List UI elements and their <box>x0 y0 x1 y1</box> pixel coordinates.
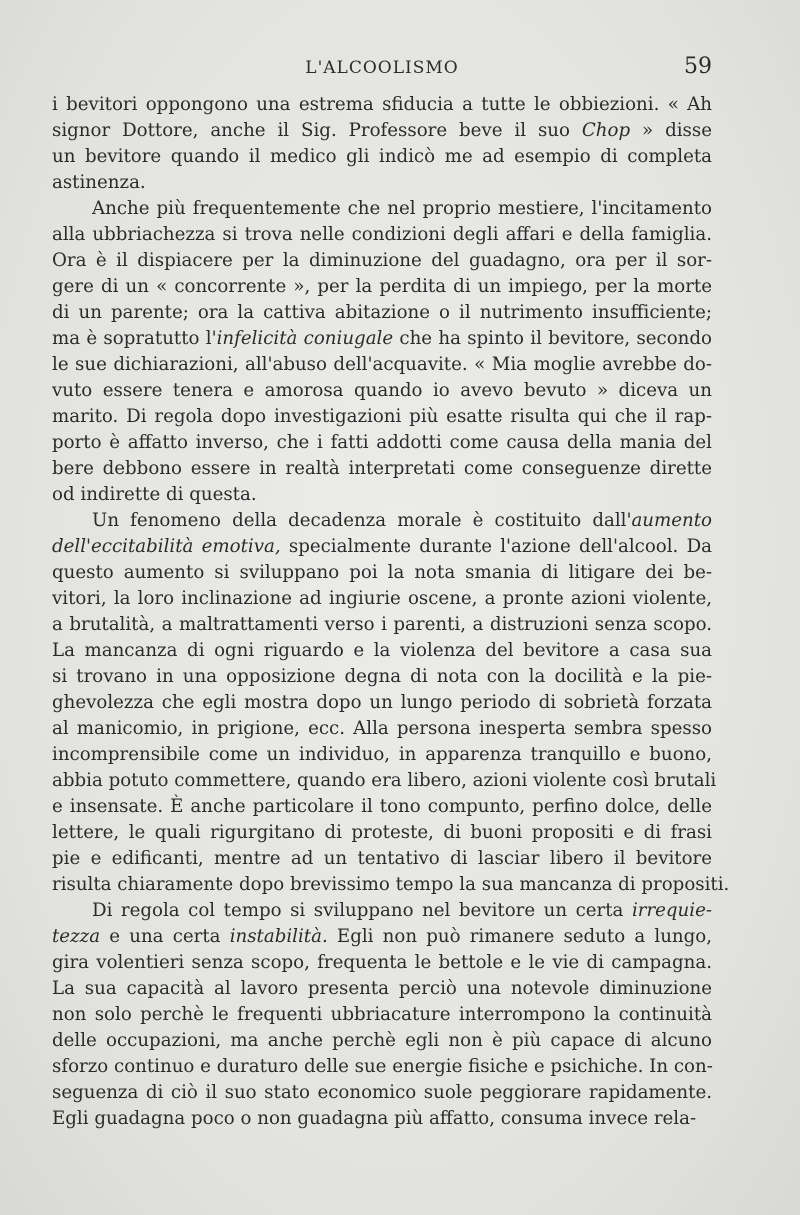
text-line <box>52 950 712 976</box>
text-line <box>52 404 712 430</box>
italic-text: aumento <box>631 510 712 531</box>
text-line <box>52 274 712 300</box>
text-run: i bevitori oppongono una estrema sfiducia a tutte le obbiezioni. « Ah <box>52 94 712 115</box>
text-line <box>52 378 712 404</box>
text-line <box>52 1028 712 1054</box>
text-line <box>52 196 712 222</box>
text-line <box>52 248 712 274</box>
text-line <box>52 768 717 794</box>
text-line <box>52 1106 712 1132</box>
text-run: Un fenomeno della decadenza morale è costituito dall' <box>92 510 632 531</box>
text-run: questo aumento si sviluppano poi la nota smania di litigare dei be- <box>52 562 712 583</box>
text-run: specialmente durante l'azione dell'alcool. Da <box>280 536 713 557</box>
text-run: e insensate. È anche particolare il tono compunto, perfino dolce, delle <box>52 796 712 817</box>
text-line <box>52 1054 712 1080</box>
text-run: al manicomio, in prigione, ecc. Alla persona inesperta sembra spesso <box>52 718 712 739</box>
body-text <box>52 92 730 1132</box>
text-line <box>52 872 730 898</box>
text-run: Egli non può rimanere seduto a lungo, <box>327 926 712 947</box>
text-line <box>52 430 712 456</box>
text-run: un bevitore quando il medico gli indicò me ad esempio di completa <box>52 146 712 167</box>
text-run: seguenza di ciò il suo stato economico suole peggiorare rapidamente. <box>52 1082 712 1103</box>
text-line <box>52 118 712 144</box>
italic-text: irrequie- <box>631 900 712 921</box>
text-run: marito. Di regola dopo investigazioni più esatte risulta qui che il rap- <box>52 406 712 427</box>
text-line <box>52 794 712 820</box>
text-run: astinenza. <box>52 172 146 193</box>
text-run: Anche più frequentemente che nel proprio mestiere, l'incitamento <box>92 198 712 219</box>
text-run: od indirette di questa. <box>52 484 257 505</box>
text-run: delle occupazioni, ma anche perchè egli non è più capace di alcuno <box>52 1030 712 1051</box>
text-line <box>52 1002 712 1028</box>
italic-text: instabilità. <box>229 926 328 947</box>
text-line <box>52 482 712 508</box>
text-line <box>52 716 712 742</box>
text-run: gere di un « concorrente », per la perdita di un impiego, per la morte <box>52 276 712 297</box>
text-line <box>52 898 712 924</box>
text-run: La sua capacità al lavoro presenta perciò una notevole diminuzione <box>52 978 712 999</box>
text-line <box>52 976 712 1002</box>
text-run: » disse <box>630 120 712 141</box>
paragraph <box>52 898 712 1132</box>
text-line <box>52 1080 712 1106</box>
text-line <box>52 352 712 378</box>
text-line <box>52 664 712 690</box>
text-run: incomprensibile come un individuo, in apparenza tranquillo e buono, <box>52 744 712 765</box>
text-run: lettere, le quali rigurgitano di proteste, di buoni propositi e di frasi <box>52 822 712 843</box>
text-run: le sue dichiarazioni, all'abuso dell'acquavite. « Mia moglie avrebbe do- <box>52 354 712 375</box>
page-header <box>52 54 712 84</box>
text-line <box>52 612 712 638</box>
text-line <box>52 222 712 248</box>
text-run: bere debbono essere in realtà interpretati come conseguenze dirette <box>52 458 712 479</box>
text-line <box>52 144 712 170</box>
text-run: ma è sopratutto l' <box>52 328 217 349</box>
text-line <box>52 326 712 352</box>
text-line <box>52 586 712 612</box>
text-line <box>52 170 712 196</box>
text-line <box>52 742 712 768</box>
text-line <box>52 92 712 118</box>
text-run: ghevolezza che egli mostra dopo un lungo periodo di sobrietà forzata <box>52 692 712 713</box>
text-run: La mancanza di ogni riguardo e la violenza del bevitore a casa sua <box>52 640 712 661</box>
text-run: si trovano in una opposizione degna di nota con la docilità e la pie- <box>52 666 712 687</box>
text-line <box>52 846 712 872</box>
text-line <box>52 300 712 326</box>
text-run: gira volentieri senza scopo, frequenta le bettole e le vie di campagna. <box>52 952 712 973</box>
italic-text: Chop <box>581 120 631 141</box>
text-run: Ora è il dispiacere per la diminuzione del guadagno, ora per il sor- <box>52 250 712 271</box>
text-run: alla ubbriachezza si trova nelle condizioni degli affari e della famiglia. <box>52 224 712 245</box>
running-title: L'ALCOOLISMO <box>305 58 459 78</box>
text-run: risulta chiaramente dopo brevissimo tempo la sua mancanza di propositi. <box>52 874 730 895</box>
italic-text: tezza <box>52 926 101 947</box>
text-run: porto è affatto inverso, che i fatti addotti come causa della mania del <box>52 432 712 453</box>
paragraph <box>52 196 712 508</box>
text-run: non solo perchè le frequenti ubbriacature interrompono la continuità <box>52 1004 712 1025</box>
text-run: signor Dottore, anche il Sig. Professore beve il suo <box>52 120 582 141</box>
text-line <box>52 638 712 664</box>
text-run: che ha spinto il bevitore, secondo <box>393 328 712 349</box>
text-line <box>52 560 712 586</box>
text-run: abbia potuto commettere, quando era libero, azioni violente così brutali <box>52 770 717 791</box>
text-run: e una certa <box>100 926 230 947</box>
page-number: 59 <box>684 54 712 79</box>
text-line <box>52 456 712 482</box>
paragraph <box>52 508 730 898</box>
text-line <box>52 508 712 534</box>
text-line <box>52 820 712 846</box>
text-line <box>52 690 712 716</box>
text-run: Egli guadagna poco o non guadagna più affatto, consuma invece rela- <box>52 1108 697 1129</box>
text-run: vitori, la loro inclinazione ad ingiurie oscene, a pronte azioni violente, <box>52 588 712 609</box>
paragraph <box>52 92 712 196</box>
text-run: a brutalità, a maltrattamenti verso i parenti, a distruzioni senza scopo. <box>52 614 712 635</box>
text-run: pie e edificanti, mentre ad un tentativo di lasciar libero il bevitore <box>52 848 712 869</box>
text-line <box>52 534 712 560</box>
text-run: Di regola col tempo si sviluppano nel bevitore un certa <box>92 900 632 921</box>
text-run: sforzo continuo e duraturo delle sue energie fisiche e psichiche. In con- <box>52 1056 713 1077</box>
text-run: di un parente; ora la cattiva abitazione o il nutrimento insufficiente; <box>52 302 712 323</box>
text-line <box>52 924 712 950</box>
italic-text: dell'eccitabilità emotiva, <box>52 536 281 557</box>
text-run: vuto essere tenera e amorosa quando io avevo bevuto » diceva un <box>52 380 712 401</box>
italic-text: infelicità coniugale <box>216 328 394 349</box>
